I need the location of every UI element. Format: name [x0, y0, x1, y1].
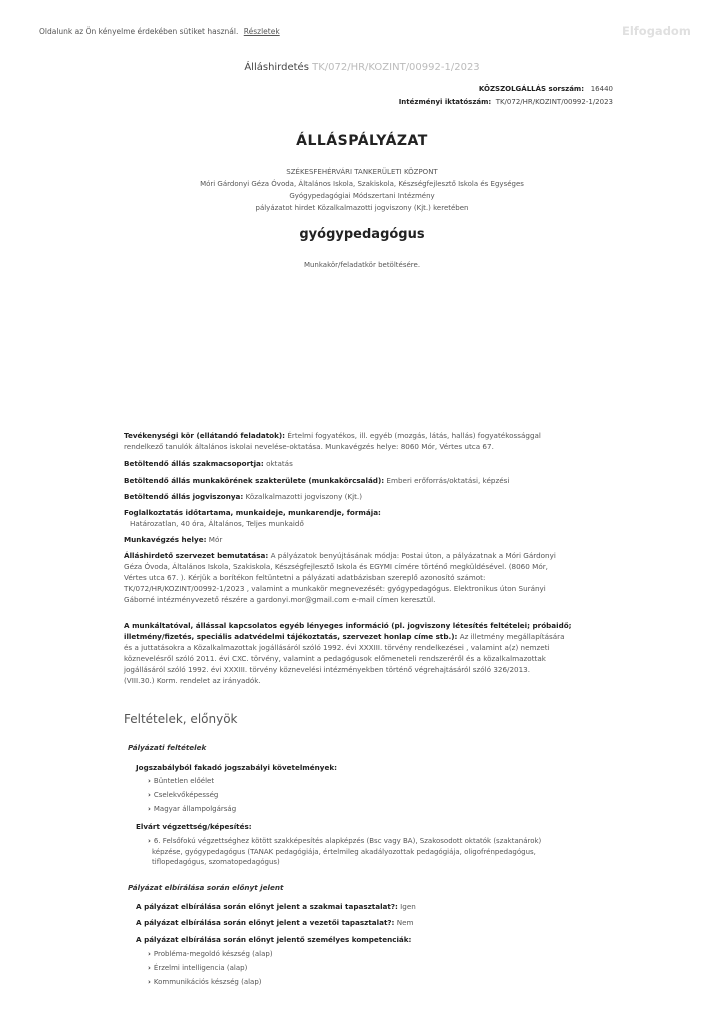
employment-label: Foglalkoztatás időtartama, munkaideje, munkarendje, formája: — [124, 508, 381, 517]
filing-number — [399, 98, 613, 106]
page-title: ÁLLÁSPÁLYÁZAT — [296, 133, 428, 149]
org-text-3: Vértes utca 67. ). Kérjük a borítékon feltüntetni a pályázati adatbázisban szereplő azonosító számot: — [124, 573, 486, 582]
group-label: Betöltendő állás szakmacsoportja: — [124, 459, 264, 468]
cookie-message: Oldalunk az Ön kényelme érdekében sütiket használ. — [39, 27, 239, 36]
info-text-3: és a juttatásokra a Közalkalmazottak jogállásáról szóló 1992. évi XXXIII. törvény rendelkezései , valamint a(z) nemzeti — [124, 643, 550, 652]
info-section — [124, 620, 604, 686]
org-label: Álláshirdető szervezet bemutatása: — [124, 551, 269, 560]
intro-line-1: SZÉKESFEHÉRVÁRI TANKERÜLETI KÖZPONT — [286, 168, 438, 176]
info-label-2: illetmény/fizetés, speciális adatvédelmi tájékoztatás, szervezet honlap címe stb.): — [124, 632, 458, 641]
employment-section — [124, 507, 604, 529]
chevron-right-icon: › — [148, 978, 151, 986]
legal-requirements-label: Jogszabályból fakadó jogszabályi követelmények: — [136, 763, 337, 772]
info-text-4: köznevelésről szóló 2011. évi CXC. törvény, valamint a pedagógusok előmeneteli rendszeréről és a közalkalmazottak — [124, 654, 546, 663]
org-text-2: Géza Óvoda, Általános Iskola, Szakiskola, Készségfejlesztő Iskola és EGYMI címére történő megküldésével. (8060 Mór, — [124, 562, 548, 571]
relation-label: Betöltendő állás jogviszonya: — [124, 492, 244, 501]
cookie-text — [39, 27, 280, 36]
sector-value: Emberi erőforrás/oktatási, képzési — [386, 476, 510, 485]
ad-title-ref: TK/072/HR/KOZINT/00992-1/2023 — [312, 62, 480, 73]
place-value: Mór — [208, 535, 223, 544]
chevron-right-icon: › — [148, 791, 151, 799]
ad-title-prefix: Álláshirdetés — [244, 62, 309, 73]
org-text-1: A pályázatok benyújtásának módja: Postai úton, a pályázatnak a Móri Gárdonyi — [270, 551, 556, 560]
prof-experience-value: Igen — [400, 902, 416, 911]
activity-text-1: Értelmi fogyatékos, ill. egyéb (mozgás, látás, hallás) fogyatékossággal — [287, 431, 541, 440]
place-label: Munkavégzés helye: — [124, 535, 207, 544]
accept-cookies-button[interactable]: Elfogadom — [622, 24, 691, 38]
org-text-5: Gáborné intézményvezető részére a gardonyi.mor@gmail.com e-mail címen keresztül. — [124, 595, 436, 604]
serial-value: 16440 — [590, 85, 613, 93]
activity-section — [124, 430, 604, 452]
employment-value: Határozatlan, 40 óra, Általános, Teljes munkaidő — [130, 519, 304, 528]
group-value: oktatás — [266, 459, 293, 468]
prof-experience — [136, 902, 416, 911]
chevron-right-icon: › — [148, 777, 151, 785]
group-section — [124, 458, 604, 469]
education-text — [148, 836, 608, 868]
education-line-3: tiflopedagógus, szomatopedagógus) — [152, 858, 280, 866]
list-item: › Probléma-megoldó készség (alap) — [148, 950, 273, 958]
filing-label: Intézményi iktatószám: — [398, 98, 492, 106]
info-text-2: Az illetmény megállapítására — [459, 632, 565, 641]
list-item: › Magyar állampolgárság — [148, 805, 237, 813]
serial-number — [479, 85, 613, 93]
info-text-5: jogállásáról szóló 1992. évi XXXIII. törvény köznevelési intézményekben történő végrehajtásáról szóló 326/2013. — [124, 665, 531, 674]
ad-title — [0, 62, 724, 73]
mgmt-experience — [136, 918, 414, 927]
applicant-conditions-heading: Pályázati feltételek — [128, 743, 207, 752]
chevron-right-icon: › — [148, 964, 151, 972]
education-label: Elvárt végzettség/képesítés: — [136, 822, 252, 831]
sector-section — [124, 475, 604, 486]
list-item: › Cselekvőképesség — [148, 791, 219, 799]
intro-line-4: pályázatot hirdet Közalkalmazotti jogviszony (Kjt.) keretében — [255, 204, 469, 212]
place-section — [124, 534, 604, 545]
intro-line-2: Móri Gárdonyi Géza Óvoda, Általános Iskola, Szakiskola, Készségfejlesztő Iskola és Egységes — [200, 180, 524, 188]
relation-value: Közalkalmazotti jogviszony (Kjt.) — [245, 492, 363, 501]
list-item: › Kommunikációs készség (alap) — [148, 978, 262, 986]
position-title: gyógypedagógus — [299, 227, 425, 242]
org-section — [124, 550, 604, 605]
filing-value: TK/072/HR/KOZINT/00992-1/2023 — [495, 98, 613, 106]
org-text-4: TK/072/HR/KOZINT/00992-1/2023 , valamint a munkakör megnevezését: gyógypedagógus. Elektronikus úton Surányi — [124, 584, 546, 593]
education-line-1: 6. Felsőfokú végzettséghez kötött szakképesítés alapképzés (Bsc vagy BA), Szakosodott oktatók (szaktanárok) — [153, 837, 542, 845]
relation-section — [124, 491, 604, 502]
serial-label: KÖZSZOLGÁLLÁS sorszám: — [478, 85, 585, 93]
list-item: › Érzelmi intelligencia (alap) — [148, 964, 248, 972]
activity-label: Tevékenységi kör (ellátandó feladatok): — [124, 431, 286, 440]
intro-line-3: Gyógypedagógiai Módszertani Intézmény — [289, 192, 435, 200]
conditions-heading: Feltételek, előnyök — [124, 712, 238, 726]
mgmt-experience-label: A pályázat elbírálása során előnyt jelent a vezetői tapasztalat?: — [136, 918, 395, 927]
competence-label: A pályázat elbírálása során előnyt jelentő személyes kompetenciák: — [136, 935, 412, 944]
fill-text: Munkakör/feladatkör betöltésére. — [303, 261, 421, 269]
chevron-right-icon: › — [148, 837, 151, 845]
mgmt-experience-value: Nem — [396, 918, 414, 927]
chevron-right-icon: › — [148, 805, 151, 813]
cookie-details-link[interactable]: Részletek — [243, 27, 280, 36]
activity-text-2: rendelkező tanulók általános iskolai nevelése-oktatása. Munkavégzés helye: 8060 Mór, Vértes utca 67. — [124, 442, 494, 451]
sector-label: Betöltendő állás munkakörének szakterülete (munkakörcsalád): — [124, 476, 385, 485]
education-line-2: képzése, gyógypedagógus (TANAK pedagógiája, értelmileg akadályozottak pedagógiája, oligofrénpedagógus, — [152, 847, 536, 856]
prof-experience-label: A pályázat elbírálása során előnyt jelent a szakmai tapasztalat?: — [136, 902, 398, 911]
chevron-right-icon: › — [148, 950, 151, 958]
info-text-6: (VIII.30.) Korm. rendelet az irányadók. — [124, 676, 261, 685]
cookie-bar — [0, 0, 724, 62]
list-item: › Büntetlen előélet — [148, 777, 215, 785]
advantage-heading: Pályázat elbírálása során előnyt jelent — [128, 883, 284, 892]
info-label-1: A munkáltatóval, állással kapcsolatos egyéb lényeges információ (pl. jogviszony létesítés feltételei; próbaidő; — [124, 621, 572, 630]
